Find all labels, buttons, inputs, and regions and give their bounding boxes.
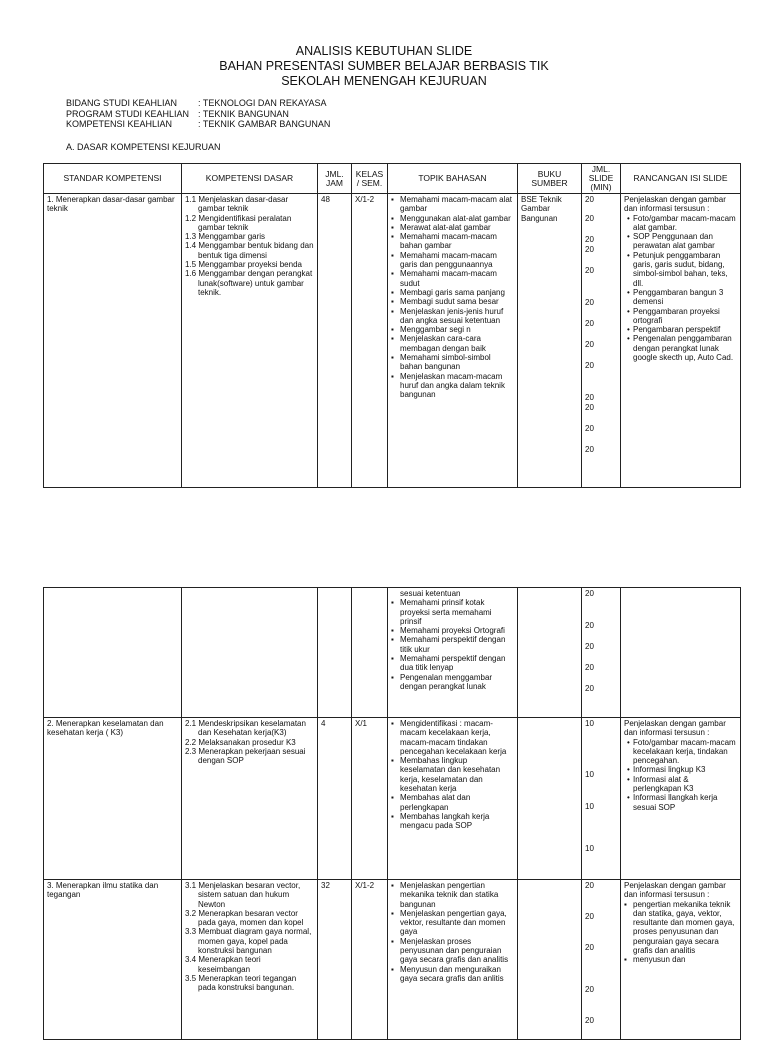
buku-sumber [518, 880, 582, 1040]
kompetensi-dasar: 1.1 Menjelaskan dasar-dasar gambar teknik 1.2 Mengidentifikasi peralatan gambar teknik 1.3 Menggambar garis 1.4 Menggambar bentuk bidang dan bentuk tiga dimensi 1.5 Menggambar proyeksi benda 1.6 Menggambar dengan perangkat lunak(software) untuk gambar teknik. [182, 194, 318, 488]
meta-row [66, 119, 330, 130]
kelas-sem [352, 588, 388, 718]
standar-kompetensi [44, 588, 182, 718]
jml-slide: 10 10 10 10 [582, 718, 621, 880]
meta-value: : TEKNOLOGI DAN REKAYASA [198, 98, 327, 108]
kompetensi-dasar: 2.1 Mendeskripsikan keselamatan dan Kesehatan kerja(K3) 2.2 Melaksanakan prosedur K3 2.3 Menerapkan pekerjaan sesuai dengan SOP [182, 718, 318, 880]
jml-slide: 20 20 20 20 20 20 20 20 20 20 20 20 20 [582, 194, 621, 488]
jml-jam: 32 [318, 880, 352, 1040]
meta-key: KOMPETENSI KEAHLIAN [66, 119, 173, 129]
table-row [44, 588, 741, 718]
rancangan-isi-slide: Penjelaskan dengan gambar dan informasi tersusun : • Foto/gambar macam-macam alat gambar. • SOP Penggunaan dan perawatan alat gambar • Petunjuk penggambaran garis, garis sudut, bidang, simbol-simbol bahan, teks, dll. • Penggambaran bangun 3 demensi • Penggambaran proyeksi ortografi • Pengambaran perspektif • Pengenalan penggambaran dengan perangkat lunak google skecth up, Auto Cad. [621, 194, 741, 488]
col-header: KOMPETENSI DASAR [182, 164, 318, 194]
col-header: JML. JAM [318, 164, 352, 194]
kelas-sem: X/1-2 [352, 880, 388, 1040]
topik-bahasan: ▪ Mengidentifikasi : macam-macam kecelakaan kerja, macam-macam tindakan pencegahan kecelakaan kerja ▪ Membahas lingkup keselamatan dan kesehatan kerja, keselamatan dan kesehatan kerja ▪ Membahas alat dan perlengkapan ▪ Membahas langkah kerja mengacu pada SOP [388, 718, 518, 880]
standar-kompetensi: 1. Menerapkan dasar-dasar gambar teknik [44, 194, 182, 488]
buku-sumber [518, 718, 582, 880]
competency-table-page1 [43, 163, 741, 488]
col-header: KELAS / SEM. [352, 164, 388, 194]
section-title: A. DASAR KOMPETENSI KEJURUAN [66, 142, 221, 152]
rancangan-isi-slide [621, 588, 741, 718]
program-info [66, 98, 330, 130]
rancangan-isi-slide: Penjelaskan dengan gambar dan informasi tersusun : • Foto/gambar macam-macam kecelakaan kerja, tindakan pencegahan. • Informasi lingkup K3 • Informasi alat & perlengkapan K3 • Informasi llangkah kerja sesuai SOP [621, 718, 741, 880]
kompetensi-dasar: 3.1 Menjelaskan besaran vector, sistem satuan dan hukum Newton 3.2 Menerapkan besaran vector pada gaya, momen dan kopel 3.3 Membuat diagram gaya normal, momen gaya, kopel pada konstruksi bangunan 3.4 Menerapkan teori keseimbangan 3.5 Menerapkan teori tegangan pada konstruksi bangunan. [182, 880, 318, 1040]
col-header: STANDAR KOMPETENSI [44, 164, 182, 194]
meta-value: : TEKNIK BANGUNAN [198, 108, 289, 119]
rancangan-isi-slide: Penjelaskan dengan gambar dan informasi tersusun : ▪ pengertian mekanika teknik dan statika, gaya, vektor, resultante dan momen gaya, proses penyusunan dan penguraian gaya secara grafis dan analitis ▪ menyusun dan [621, 880, 741, 1040]
kelas-sem: X/1 [352, 718, 388, 880]
topik-bahasan: ▪ Menjelaskan pengertian mekanika teknik dan statika bangunan ▪ Menjelaskan pengertian gaya, vektor, resultante dan momen gaya ▪ Menjelaskan proses penyusunan dan penguraian gaya secara grafis dan analitis ▪ Menyusun dan menguraikan gaya secara grafis dan anlitis [388, 880, 518, 1040]
jml-jam [318, 588, 352, 718]
jml-jam: 4 [318, 718, 352, 880]
jml-slide: 20 20 20 20 20 [582, 588, 621, 718]
standar-kompetensi: 3. Menerapkan ilmu statika dan tegangan [44, 880, 182, 1040]
meta-key: PROGRAM STUDI KEAHLIAN [66, 108, 190, 119]
jml-slide: 20 20 20 20 20 [582, 880, 621, 1040]
col-header: RANCANGAN ISI SLIDE [621, 164, 741, 194]
document-title [0, 44, 768, 89]
col-header: JML. SLIDE (MIN) [582, 164, 621, 194]
buku-sumber: BSE Teknik Gambar Bangunan [518, 194, 582, 488]
col-header: BUKU SUMBER [518, 164, 582, 194]
table-header-row [44, 164, 741, 194]
topik-bahasan: sesuai ketentuan ▪ Memahami prinsif kotak proyeksi serta memahami prinsif ▪ Memahami proyeksi Ortografi ▪ Memahami perspektif dengan titik ukur ▪ Memahami perspektif dengan dua titik lenyap ▪ Pengenalan menggambar dengan perangkat lunak [388, 588, 518, 718]
jml-jam: 48 [318, 194, 352, 488]
table-row [44, 194, 741, 488]
title-line: BAHAN PRESENTASI SUMBER BELAJAR BERBASIS TIK [219, 59, 549, 73]
table-row [44, 880, 741, 1040]
meta-row [66, 98, 330, 109]
topik-bahasan: ▪ Memahami macam-macam alat gambar ▪ Menggunakan alat-alat gambar ▪ Merawat alat-alat gambar ▪ Memahami macam-macam bahan gambar ▪ Memahami macam-macam garis dan penggunaannya ▪ Memahami macam-macam sudut ▪ Membagi garis sama panjang ▪ Membagi sudut sama besar ▪ Menjelaskan jenis-jenis huruf dan angka sesuai ketentuan ▪ Menggambar segi n ▪ Menjelaskan cara-cara membagan dengan baik ▪ Memahami simbol-simbol bahan bangunan ▪ Menjelaskan macam-macam huruf dan angka dalam teknik bangunan [388, 194, 518, 488]
title-line: ANALISIS KEBUTUHAN SLIDE [295, 44, 473, 58]
meta-value: : TEKNIK GAMBAR BANGUNAN [198, 119, 331, 129]
kelas-sem: X/1-2 [352, 194, 388, 488]
buku-sumber [518, 588, 582, 718]
col-header: TOPIK BAHASAN [388, 164, 518, 194]
kompetensi-dasar [182, 588, 318, 718]
title-line: SEKOLAH MENENGAH KEJURUAN [281, 74, 487, 88]
table-row [44, 718, 741, 880]
competency-table-page2 [43, 587, 741, 1040]
meta-key: BIDANG STUDI KEAHLIAN [66, 98, 178, 108]
standar-kompetensi: 2. Menerapkan keselamatan dan kesehatan kerja ( K3) [44, 718, 182, 880]
meta-row [66, 109, 330, 120]
